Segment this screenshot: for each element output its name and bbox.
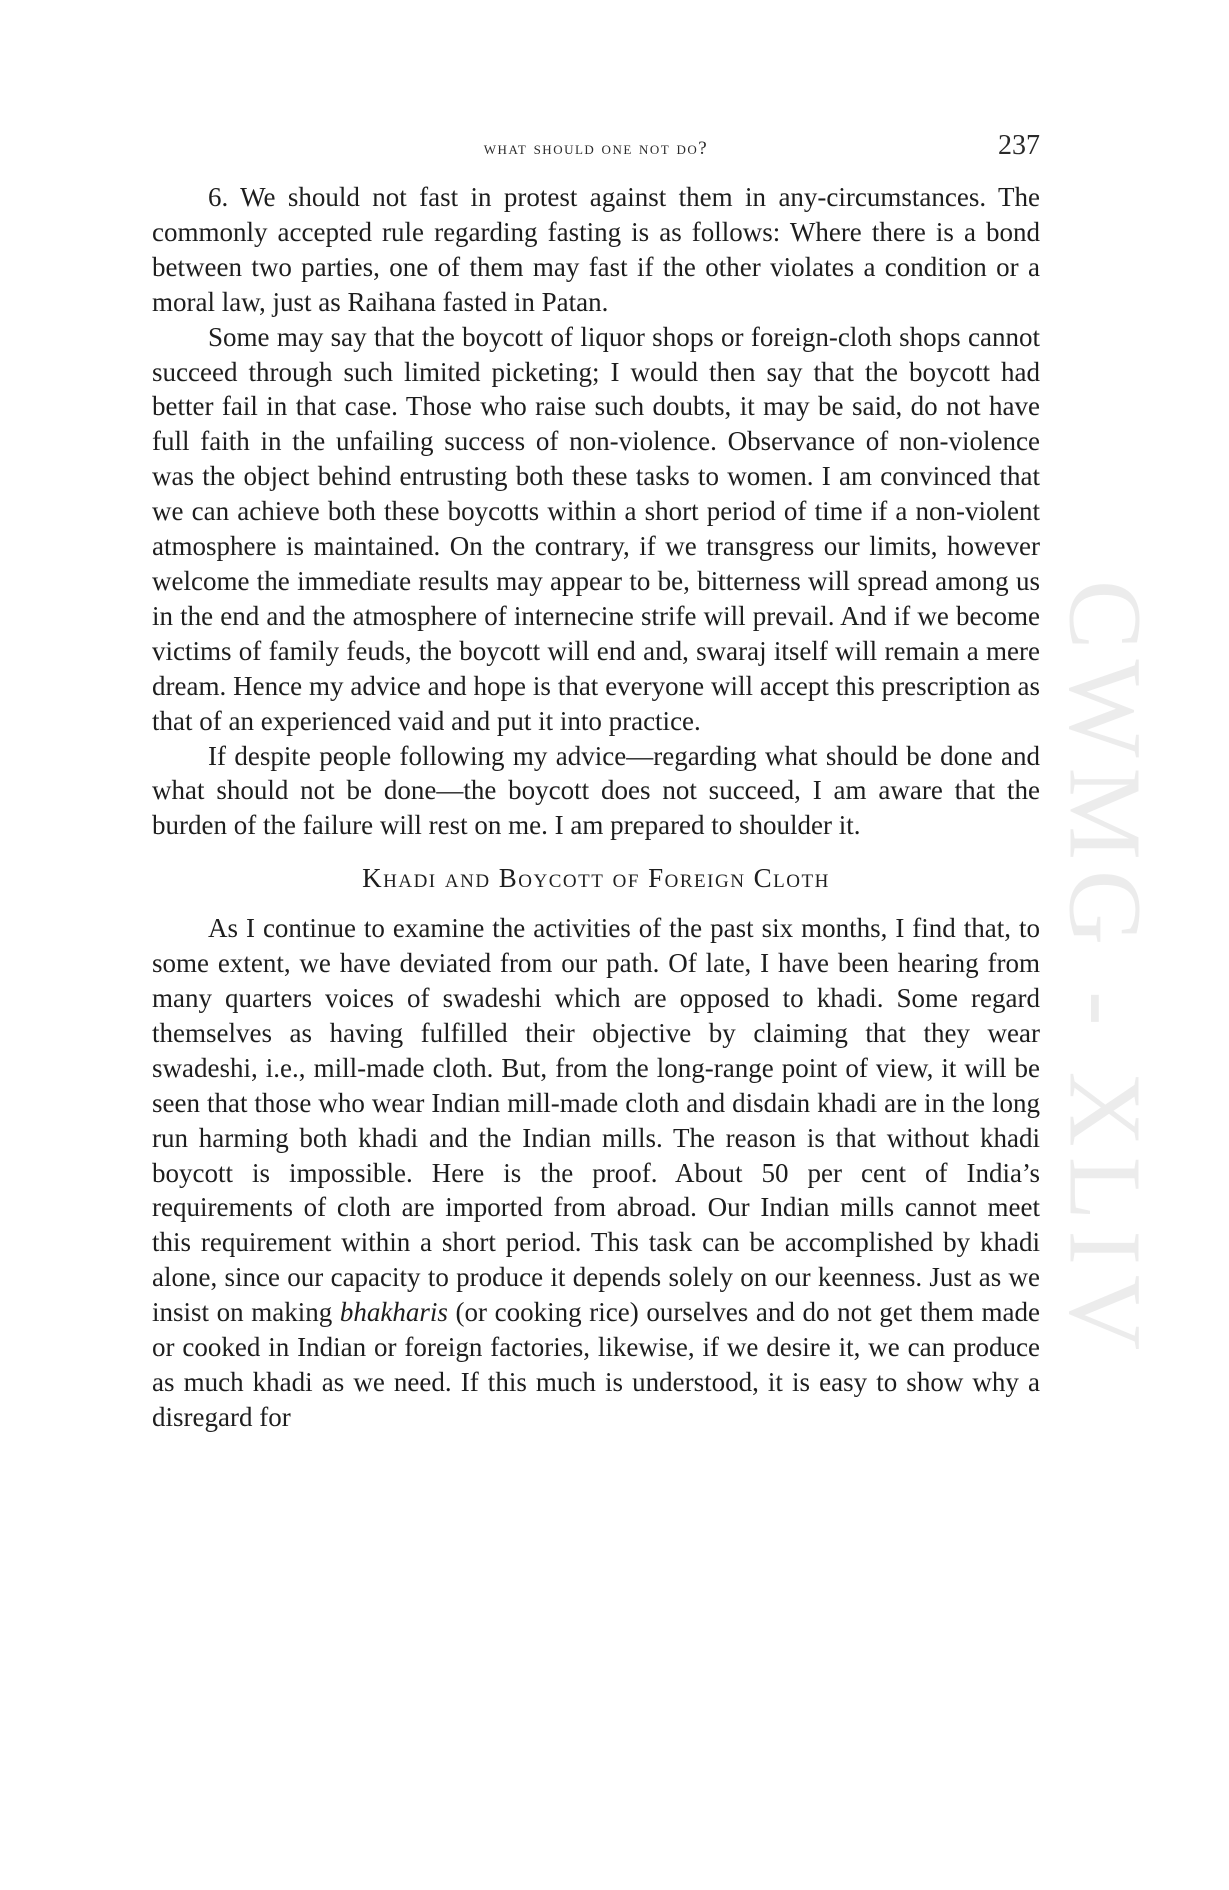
paragraph: 6. We should not fast in protest against them in any-circumstances. The commonly accepted rule regarding fasting is as follows: Where there is a bond between two parties, one of them may fast if the other violates a condition or a moral law, just as Raihana fasted in Patan. xyxy=(152,182,1040,317)
page-body xyxy=(152,180,1040,1435)
watermark xyxy=(1040,480,1170,1460)
running-title: what should one not do? xyxy=(483,138,709,159)
page-number: 237 xyxy=(998,130,1040,161)
watermark-text: CWMG - XLIV xyxy=(1047,579,1163,1361)
page-header xyxy=(152,128,1040,168)
italic-term: bhakharis xyxy=(339,1297,448,1328)
paragraph xyxy=(152,911,1040,1435)
paragraph-text: (or cooking rice) ourselves and do not get them made or cooked in Indian or foreign factories, likewise, if we desire it, we can produce as much khadi as we need. If this much is understood, it is easy to show why a disregard for xyxy=(152,1297,1040,1432)
section-heading: Khadi and Boycott of Foreign Cloth xyxy=(362,863,830,894)
paragraph: If despite people following my advice—regarding what should be done and what should not be done—the boycott does not succeed, I am aware that the burden of the failure will rest on me. I am prepared to shoulder it. xyxy=(152,740,1040,841)
paragraph: Some may say that the boycott of liquor shops or foreign-cloth shops cannot succeed through such limited picketing; I would then say that the boycott had better fail in that case. Those who raise such doubts, it may be said, do not have full faith in the unfailing success of non-violence. Observance of non-violence was the object behind entrusting both these tasks to women. I am convinced that we can achieve both these boycotts within a short period of time if a non-violent atmosphere is maintained. On the contrary, if we transgress our limits, however welcome the immediate results may appear to be, bitterness will spread among us in the end and the atmosphere of internecine strife will prevail. And if we become victims of family feuds, the boycott will end and, swaraj itself will remain a mere dream. Hence my advice and hope is that everyone will accept this prescription as that of an experienced vaid and put it into practice. xyxy=(152,321,1040,736)
paragraph-text: As I continue to examine the activities of the past six months, I find that, to some extent, we have deviated from our path. Of late, I have been hearing from many quarters voices of swadeshi which are opposed to khadi. Some regard themselves as having fulfilled their objective by claiming that they wear swadeshi, i.e., mill-made cloth. But, from the long-range point of view, it will be seen that those who wear Indian mill-made cloth and disdain khadi are in the long run harming both khadi and the Indian mills. The reason is that without khadi boycott is impossible. Here is the proof. About 50 per cent of India’s requirements of cloth are imported from abroad. Our Indian mills cannot meet this requirement within a short period. This task can be accomplished by khadi alone, since our capacity to produce it depends solely on our keenness. Just as we insist on making xyxy=(152,913,1040,1328)
